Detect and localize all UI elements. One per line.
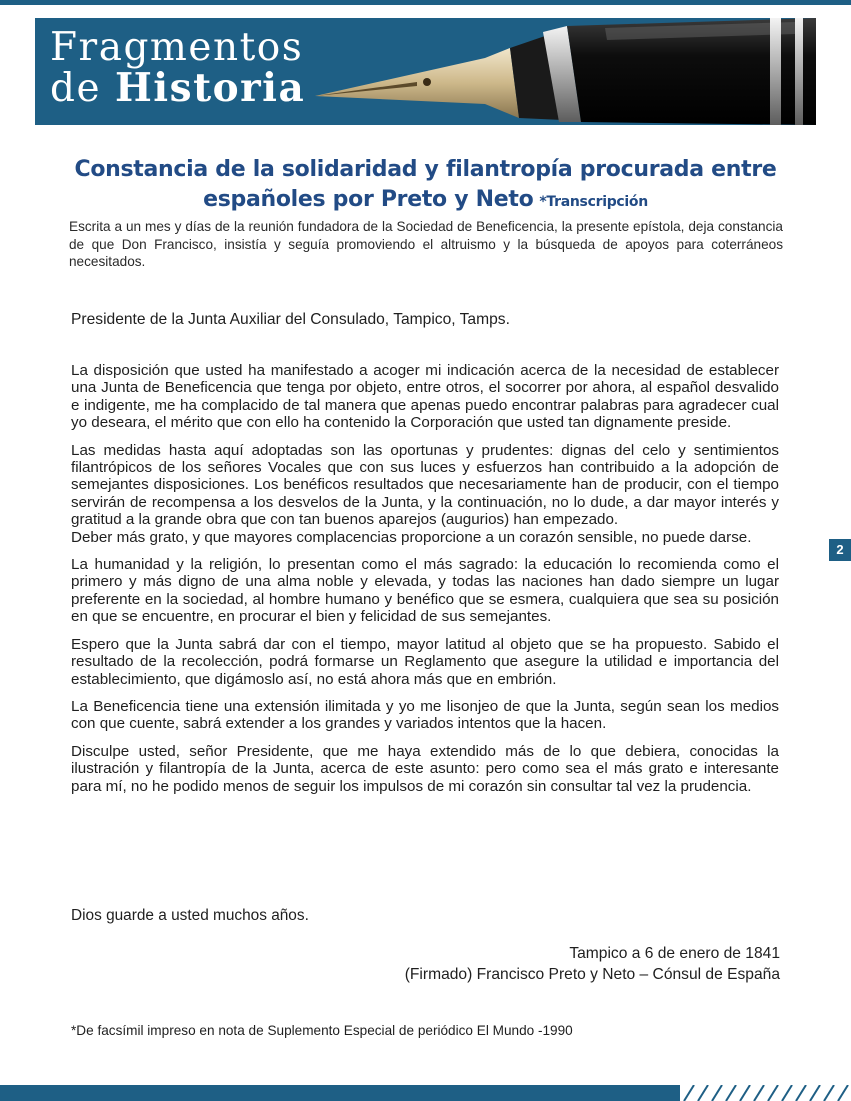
letter-paragraph: Deber más grato, y que mayores complacencias proporcione a un corazón sensible, no puede darse. <box>71 528 752 546</box>
signature-block <box>180 943 780 985</box>
transcription-tag: *Transcripción <box>539 193 648 210</box>
brand-line-2-prefix: de <box>50 66 102 111</box>
page-number-badge: 2 <box>829 539 851 561</box>
letter-paragraph: La Beneficencia tiene una extensión ilimitada y yo me lisonjeo de que la Junta, según sean los medios con que cuente, sabrá extender a los grandes y variados intentos que la hacen. <box>71 697 779 733</box>
footnote: *De facsímil impreso en nota de Suplemento Especial de periódico El Mundo -1990 <box>71 1023 573 1038</box>
footer-bar <box>0 1085 680 1101</box>
letter-paragraph: Las medidas hasta aquí adoptadas son las oportunas y prudentes: dignas del celo y sentimientos filantrópicos de los señores Vocales que con sus luces y esfuerzos han contribuido a la adopción de semejantes disposiciones. Los benéficos resultados que necesariamente han de producir, con el tiempo servirán de recompensa a los desvelos de la Junta, y la continuación, no lo dude, a dar mayor interés y gratitud a la grande obra que con tan buenos aparejos (augurios) han empezado. <box>71 441 779 529</box>
brand-line-1: Fragmentos <box>50 25 304 70</box>
document-title-text: Constancia de la solidaridad y filantropía procurada entre españoles por Preto y Neto <box>74 156 777 212</box>
publication-title <box>50 25 306 111</box>
letter-body <box>71 362 779 805</box>
intro-paragraph: Escrita a un mes y días de la reunión fundadora de la Sociedad de Beneficencia, la presente epístola, deja constancia de que Don Francisco, insistía y seguía promoviendo el altruismo y la búsqueda de apoyos para coterráneos necesitados. <box>69 219 783 269</box>
letter-paragraph: Disculpe usted, señor Presidente, que me haya extendido más de lo que debiera, conocidas la ilustración y filantropía de la Junta, acerca de este asunto: pero como sea el más grato e interesante para mí, no he podido menos de seguir los impulsos de mi corazón sin consultar tal vez la prudencia. <box>71 742 779 795</box>
addressee: Presidente de la Junta Auxiliar del Consulado, Tampico, Tamps. <box>71 311 510 328</box>
header-banner <box>35 18 816 125</box>
footer-hatch-decoration <box>680 1085 851 1101</box>
place-date: Tampico a 6 de enero de 1841 <box>569 945 780 962</box>
letter-paragraph: Espero que la Junta sabrá dar con el tiempo, mayor latitud al objeto que se ha propuesto. Sabido el resultado de la recolección, podrá formarse un Reglamento que asegure la utilidad e importancia del establecimiento, que digámoslo así, no está ahora más que en embrión. <box>71 635 779 688</box>
signature-line: (Firmado) Francisco Preto y Neto – Cónsul de España <box>404 966 780 983</box>
closing-line: Dios guarde a usted muchos años. <box>71 907 309 924</box>
fountain-pen-icon <box>305 18 816 125</box>
document-title <box>60 155 791 217</box>
letter-paragraph: La humanidad y la religión, lo presentan como el más sagrado: la educación lo recomienda como el primero y más digno de una alma noble y elevada, y todas las naciones han dado siempre un lugar preferente en la sociedad, al hombre humano y benéfico que se esmera, cualquiera que sea su posición en que se encuentre, en procurar el bien y felicidad de sus semejantes. <box>71 556 779 626</box>
brand-line-2 <box>50 65 306 111</box>
letter-paragraph: La disposición que usted ha manifestado a acoger mi indicación acerca de la necesidad de establecer una Junta de Beneficencia que tenga por objeto, entre otros, el socorrer por ahora, al español desvalido e indigente, me ha complacido de tal manera que apenas puedo encontrar palabras para agradecer cual yo deseara, el mérito que con ello ha contenido la Corporación que usted tan dignamente preside. <box>71 362 779 432</box>
brand-line-2-bold: Historia <box>114 65 306 111</box>
top-rule <box>0 0 851 5</box>
